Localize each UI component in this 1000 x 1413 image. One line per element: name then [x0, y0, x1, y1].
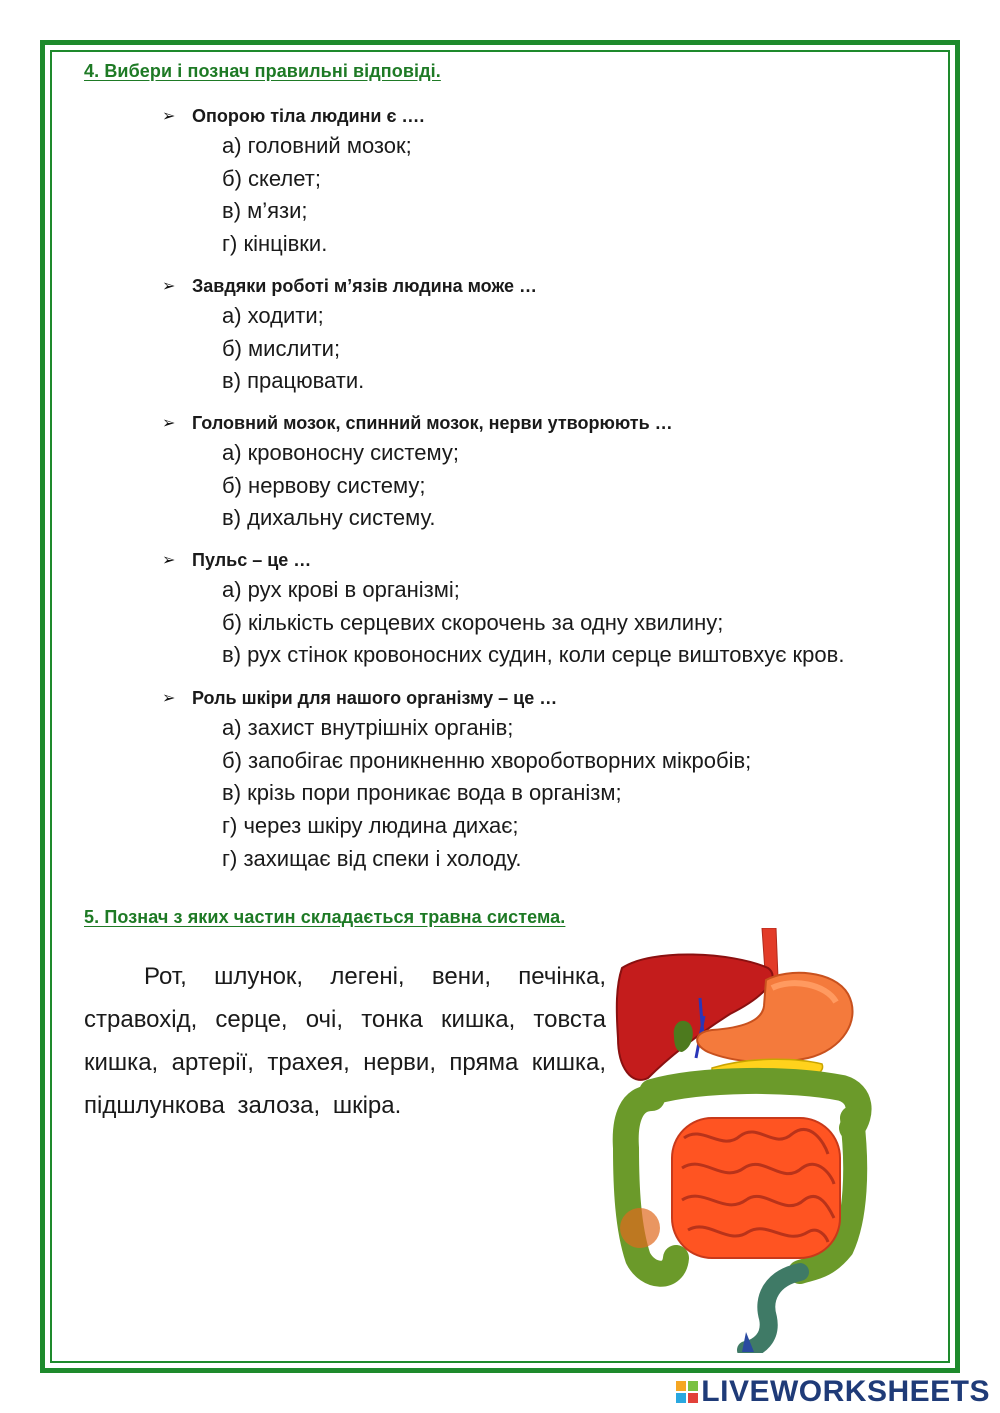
- option[interactable]: а) рух крові в організмі;: [222, 577, 460, 602]
- option[interactable]: б) кількість серцевих скорочень за одну хвилину;: [222, 609, 724, 635]
- task5-title: 5. Познач з яких частин складається травна система.: [84, 907, 566, 927]
- task4-title: 4. Вибери і познач правильні відповіді.: [84, 61, 441, 81]
- option[interactable]: в) м’язи;: [222, 198, 308, 224]
- caecum: [620, 1208, 660, 1248]
- rectum: [746, 1272, 800, 1350]
- option[interactable]: в) рух стінок кровоносних судин, коли серце виштовхує кров.: [222, 642, 845, 668]
- option[interactable]: б) запобігає проникненню хвороботворних мікробів;: [222, 747, 752, 773]
- question-text: Головний мозок, спинний мозок, нерви утворюють …: [192, 412, 673, 433]
- arrow-icon: ➢: [162, 552, 176, 569]
- digestive-system-illustration: [612, 928, 876, 1353]
- option[interactable]: б) нервову систему;: [222, 472, 426, 498]
- question-text: Роль шкіри для нашого організму – це …: [192, 687, 558, 708]
- option[interactable]: в) крізь пори проникає вода в організм;: [222, 780, 622, 806]
- question-5: [162, 684, 751, 875]
- word-list-paragraph: [84, 955, 606, 1127]
- question-4: [162, 546, 844, 672]
- arrow-icon: ➢: [162, 690, 176, 707]
- arrow-icon: ➢: [162, 278, 176, 295]
- option[interactable]: а) кровоносну систему;: [222, 440, 459, 465]
- word-list: Рот, шлунок, легені, вени, печінка, стравохід, серце, очі, тонка кишка, товста кишка, артерії, трахея, нерви, пряма кишка, підшлункова залоза, шкіра.: [84, 963, 606, 1119]
- option[interactable]: а) ходити;: [222, 303, 324, 328]
- gall-bladder: [674, 1021, 693, 1052]
- question-1: [162, 102, 424, 261]
- liveworksheets-logo: [676, 1375, 990, 1409]
- logo-blocks-icon: [676, 1381, 698, 1403]
- question-3: [162, 409, 673, 535]
- logo-text: LIVEWORKSHEETS: [701, 1375, 990, 1408]
- arrow-icon: ➢: [162, 108, 176, 125]
- logo-block: [676, 1381, 686, 1391]
- option[interactable]: б) скелет;: [222, 165, 321, 191]
- arrow-icon: ➢: [162, 415, 176, 432]
- option[interactable]: г) кінцівки.: [222, 231, 328, 257]
- option[interactable]: г) захищає від спеки і холоду.: [222, 845, 522, 871]
- option[interactable]: а) головний мозок;: [222, 133, 412, 158]
- digestive-system-svg: [612, 928, 876, 1353]
- option[interactable]: в) дихальну систему.: [222, 505, 436, 531]
- option[interactable]: а) захист внутрішніх органів;: [222, 715, 514, 740]
- logo-block: [688, 1381, 698, 1391]
- ascending-colon: [626, 1098, 676, 1274]
- logo-block: [676, 1393, 686, 1403]
- logo-block: [688, 1393, 698, 1403]
- question-text: Завдяки роботі м’язів людина може …: [192, 275, 537, 296]
- small-intestine: [672, 1118, 840, 1258]
- question-text: Опорою тіла людини є ….: [192, 105, 425, 126]
- question-text: Пульс – це …: [192, 549, 312, 570]
- option[interactable]: б) мислити;: [222, 335, 341, 361]
- question-2: [162, 272, 537, 398]
- option[interactable]: г) через шкіру людина дихає;: [222, 813, 519, 839]
- option[interactable]: в) працювати.: [222, 368, 365, 394]
